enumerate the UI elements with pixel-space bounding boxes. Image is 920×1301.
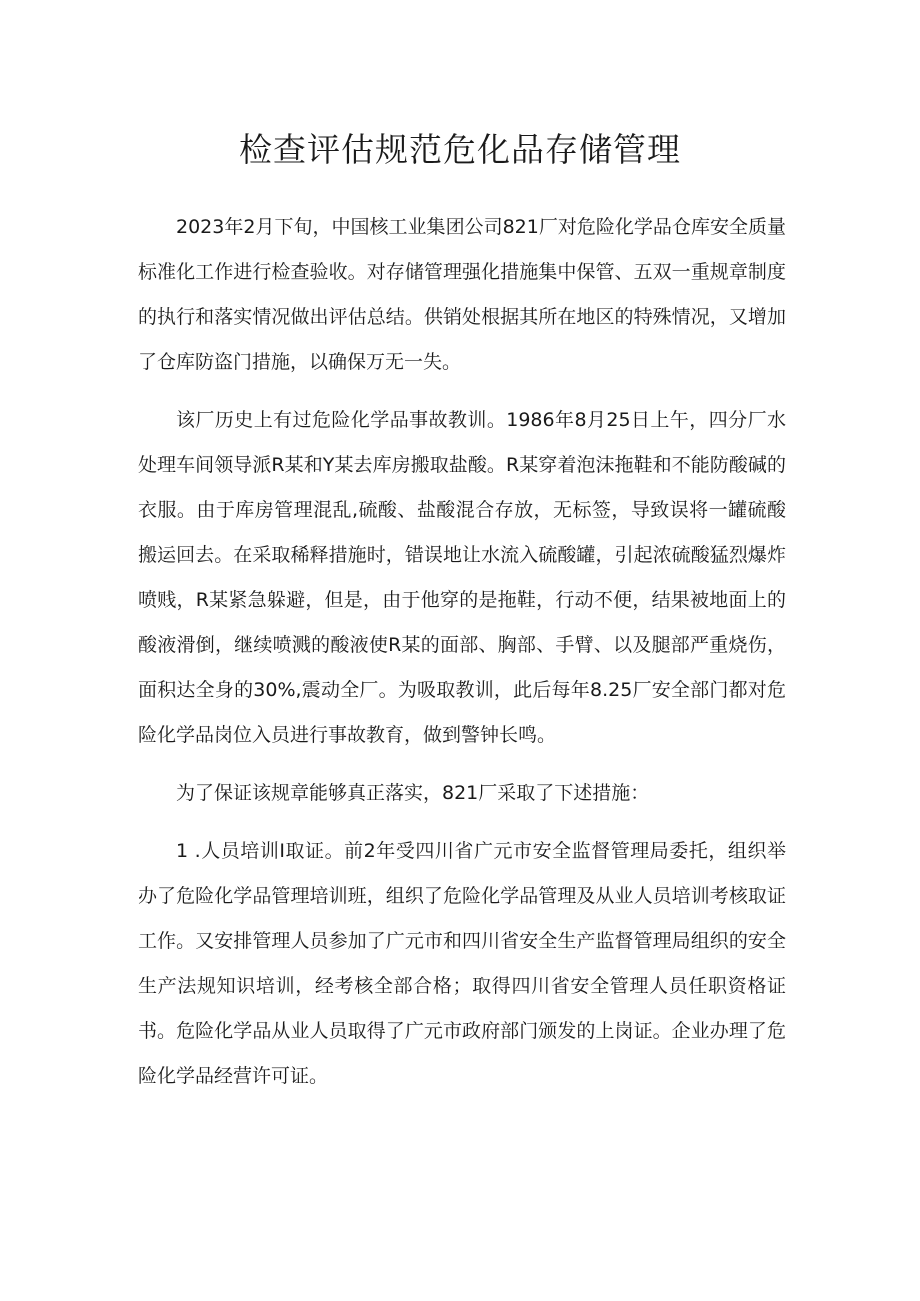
paragraph-inspection-summary: 2023年2月下旬，中国核工业集团公司821厂对危险化学品仓库安全质量标准化工作进行检查验收。对存储管理强化措施集中保管、五双一重规章制度的执行和落实情况做出评估总结。供销处根据其所在地区的特殊情况，又增加了仓库防盗门措施，以确保万无一失。 <box>138 216 786 373</box>
paragraph-measures-intro: 为了保证该规章能够真正落实，821厂采取了下述措施： <box>176 782 650 804</box>
document-title: 检查评估规范危化品存储管理 <box>239 130 681 169</box>
paragraph-accident-history: 该厂历史上有过危险化学品事故教训。1986年8月25日上午，四分厂水处理车间领导派R某和Y某去库房搬取盐酸。R某穿着泡沫拖鞋和不能防酸碱的衣服。由于库房管理混乱,硫酸、盐酸混合存放，无标签，导致误将一罐硫酸搬运回去。在采取稀释措施时，错误地让水流入硫酸罐，引起浓硫酸猛烈爆炸喷贱，R某紧急躲避，但是，由于他穿的是拖鞋，行动不便，结果被地面上的酸液滑倒，继续喷溅的酸液使R某的面部、胸部、手臂、以及腿部严重烧伤，面积达全身的30%,震动全厂。为吸取教训，此后每年8.25厂安全部门都对危险化学品岗位入员进行事故教育，做到警钟长鸣。 <box>138 409 786 746</box>
paragraph-measure-training: 1 .人员培训I取证。前2年受四川省广元市安全监督管理局委托，组织举办了危险化学品管理培训班，组织了危险化学品管理及从业人员培训考核取证工作。又安排管理人员参加了广元市和四川省安全生产监督管理局组织的安全生产法规知识培训，经考核全部合格；取得四川省安全管理人员任职资格证书。危险化学品从业人员取得了广元市政府部门颁发的上岗证。企业办理了危险化学品经营许可证。 <box>138 840 786 1087</box>
document-body <box>138 205 786 1112</box>
